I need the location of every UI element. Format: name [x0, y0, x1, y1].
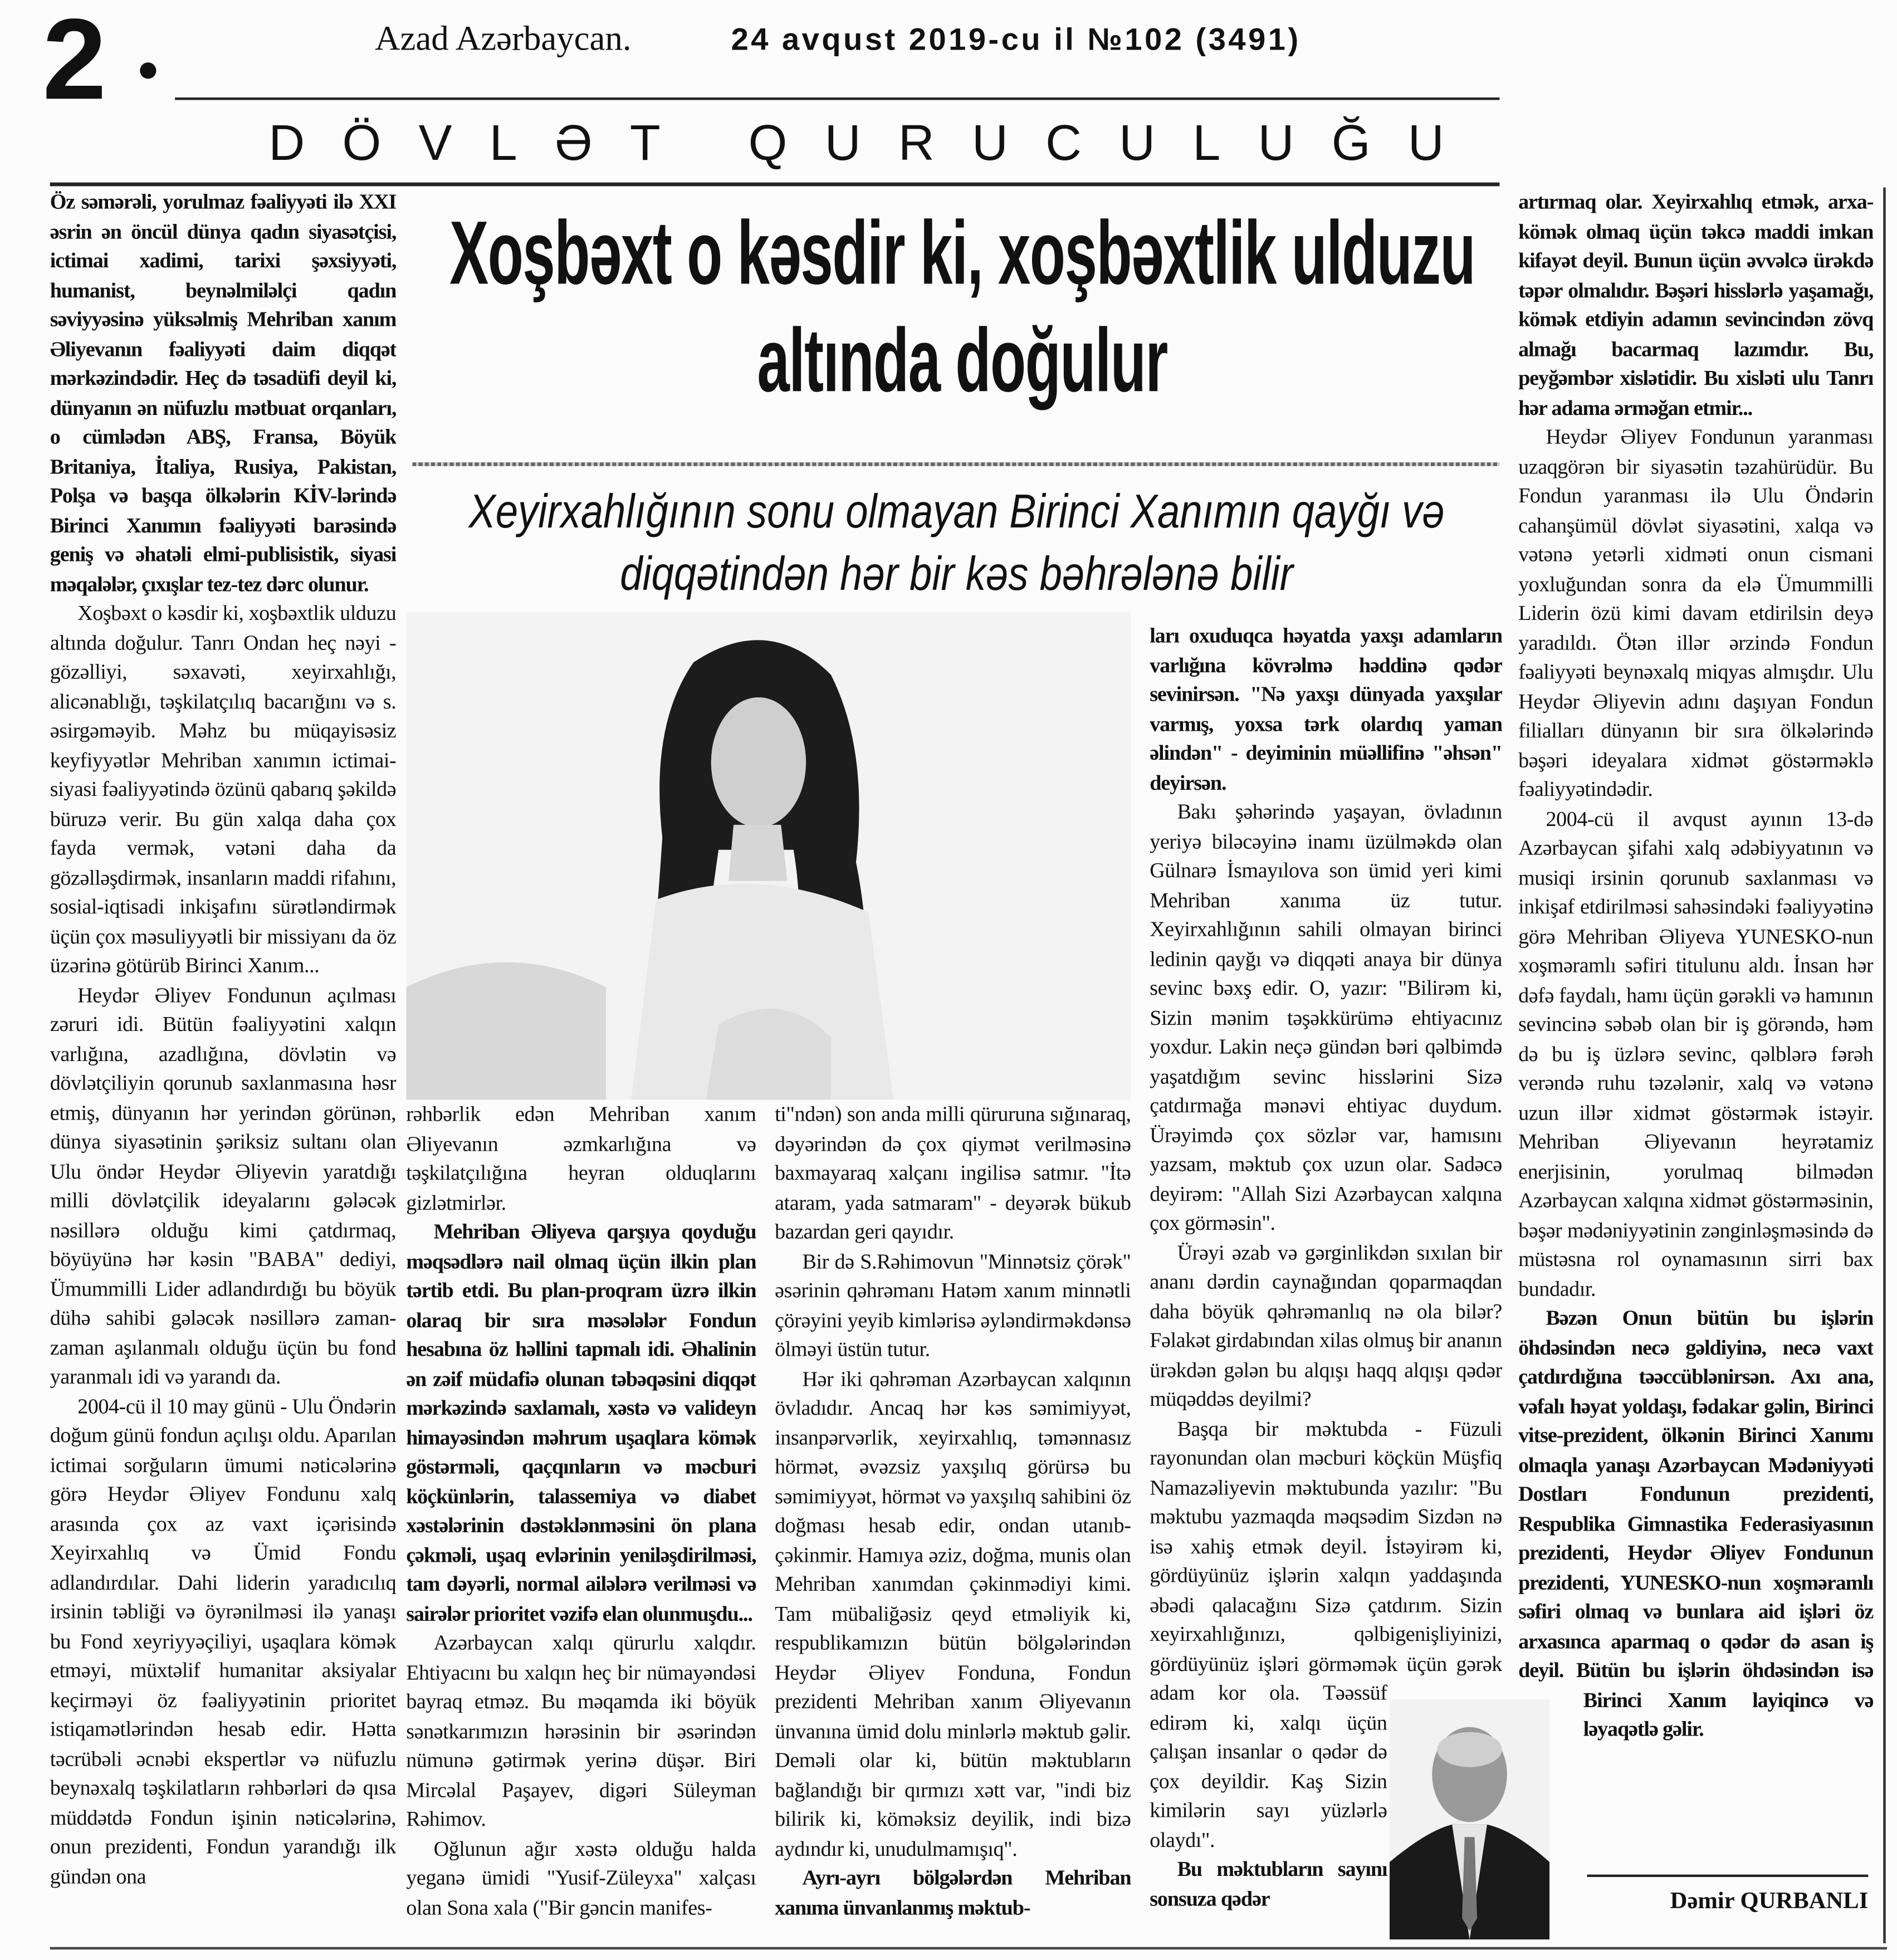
paragraph: Heydər Əliyev Fondunun yaranması uzaqgörən bir siyasətin təzahürüdür. Bu Fondun yaranması ilə Ulu Öndərin cahanşümül dövlət siyasətini, xalqa və vətənə yetərli xidməti onun cismani yoxluğundan sonra da elə Ümummilli Liderin özü kimi davam etdirilsin deyə yaradıldı. Ötən illər ərzində Fondun fəaliyyəti beynəxalq miqyas almışdır. Ulu Heydər Əliyevin adını daşıyan Fondun filialları dünyanın bir sıra ölkələrində bəşəri ideyalara xidmət göstərməklə fəaliyyətindədir.	[1518, 424, 1874, 801]
section-rubric: DÖVLƏT QURUCULUĞU	[268, 116, 1482, 172]
bottom-rule	[50, 1947, 1887, 1949]
paragraph: Oğlunun ağır xəstə olduğu halda yeganə ümidi "Yusif-Züleyxa" xalçası olan Sona xala ("Bir gəncin manifes-	[406, 1836, 756, 1919]
portrait-image	[406, 612, 1131, 1099]
portrait-photo-mehriban-aliyeva	[406, 612, 1131, 1099]
subheadline: Xeyirxahlığının sonu olmayan Birinci Xanımın qayğı və diqqətindən hər bir kəs bəhrələnə bilir	[468, 486, 1445, 602]
issue-date: 24 avqust 2019-cu il №102 (3491)	[731, 22, 1301, 58]
lead-paragraph: Öz səmərəli, yorulmaz fəaliyyəti ilə XXI əsrin ən öncül dünya qadın siyasətçisi, ictimai xadimi, tarixi şəxsiyyəti, humanist, beynəlmiləlçi qadın səviyyəsinə yüksəlmiş Mehriban xanım Əliyevanın fəaliyyəti daim diqqət mərkəzindədir. Heç də təsadüfi deyil ki, dünyanın ən nüfuzlu mətbuat orqanları, o cümlədən ABŞ, Fransa, Böyük Britaniya, İtaliya, Rusiya, Pakistan, Polşa və başqa ölkələrin KİV-lərində Birinci Xanımın fəaliyyəti barəsində geniş və əhatəli elmi-publisistik, siyasi məqalələr, çıxışlar tez-tez dərc olunur.	[50, 190, 397, 596]
paragraph: Heydər Əliyev Fondunun açılması zəruri idi. Bütün fəaliyyətini xalqın varlığına, azadlığına, dövlətin və dövlətçiliyin qorunub saxlanmasına həsr etmiş, dünyanın hər yerindən görünən, dünya siyasətinin şəriksiz sultanı olan Ulu öndər Heydər Əliyevin yaratdığı milli dövlətçilik ideyalarını gələcək nəsillərə olduğu kimi çatdırmaq, böyüyünə hər kəsin "BABA" dediyi, Ümummilli Lider adlandırdığı bu böyük dühə sahibi gələcək nəsillərə zaman-zaman aşılanmalı olduğu üçün bu fond yaranmalı idi və yarandı da.	[50, 983, 397, 1389]
newspaper-name: Azad Azərbaycan.	[375, 19, 632, 59]
paragraph: Bu məktubların sayını sonsuza qədər	[1150, 1857, 1387, 1910]
paragraph: Bəzən Onun bütün bu işlərin öhdəsindən necə gəldiyinə, necə vaxt çatdırdığına təəccüblənirsən. Axı ana, vəfalı həyat yoldaşı, fədakar gəlin, Birinci vitse-prezident, ölkənin Birinci Xanımı olmaqla yanaşı Azərbaycan Mədəniyyəti Dostları Fondunun prezidenti, Respublika Gimnastika Federasiyasının prezidenti, Heydər Əliyev Fondunun prezidenti, YUNESKO-nun xoşməramlı səfiri olmaq və bunlara aid işləri öz arxasınca aparmaq o qədər də asan iş deyil. Bütün bu işlərin öhdəsindən isə Birinci Xanım layiqincə və ləyaqətlə gəlir.	[1518, 1306, 1874, 1741]
paragraph: Azərbaycan xalqı qürurlu xalqdır. Ehtiyacını bu xalqın heç bir nümayəndəsi bayraq etməz. Bu məqamda iki böyük sənətkarımızın hərəsinin bir əsərindən nümunə gətirmək yerinə düşər. Biri Mircəlal Paşayev, digəri Süleyman Rəhimov.	[406, 1631, 756, 1831]
paragraph: Ürəyi əzab və gərginlikdən sıxılan bir ananı dərdin caynağından qoparmaqdan daha böyük qəhrəmanlıq nə ola bilər? Fəlakət girdabından xilas olmuş bir ananın ürəkdən gələn bu alqışı haqq alqışı qədər müqəddəs deyilmi?	[1150, 1240, 1502, 1411]
paragraph: rəhbərlik edən Mehriban xanım Əliyevanın əzmkarlığına və təşkilatçılığına heyran olduqlarını gizlətmirlər.	[406, 1102, 756, 1214]
paragraph: ları oxuduqca həyatda yaxşı adamların varlığına kövrəlmə həddinə qədər sevinirsən. "Nə yaxşı dünyada yaxşılar varmış, yoxsa tərk olardıq yaman əlindən" - deyiminin müəllifinə "əhsən" deyirsən.	[1150, 623, 1502, 794]
paragraph: Başqa bir məktubda - Füzuli rayonundan olan məcburi köçkün Müşfiq Namazəliyevin məktubunda yazılır: "Bu məktubu yazmaqda məqsədim Sizdən nə isə xahiş etmək deyil. İstəyirəm ki, gördüyünüz işlərin xalqın yaddaşında əbədi qalacağını Sizə çatdırım. Sizin xeyirxahlığınızı, qəlbigenişliyinizi, gördüyünüz işləri görməmək üçün gərək adam kor ola. Təəssüf edirəm ki, xalqı üçün çalışan insanlar o qədər də çox deyildir. Kaş Sizin kimilərin sayı yüzlərlə olaydı".	[1150, 1416, 1502, 1852]
paragraph: ti"ndən) son anda milli qüruruna sığınaraq, dəyərindən də çox qiymət verilməsinə baxmayaraq xalçanı ingilisə satmır. "İtə ataram, yada satmaram" - deyərək bükub bazardan geri qayıdır.	[775, 1102, 1131, 1244]
paragraph: Ayrı-ayrı bölgələrdən Mehriban xanıma ünvanlanmış məktub-	[775, 1865, 1131, 1919]
rubric-rule	[50, 183, 1500, 187]
author-portrait-image	[1390, 1699, 1549, 1939]
article-column-2	[406, 1099, 756, 1943]
author-byline: Dəmir QURBANLI	[1670, 1888, 1869, 1915]
paragraph: Xoşbəxt o kəsdir ki, xoşbəxtlik ulduzu altında doğulur. Tanrı Ondan heç nəyi - gözəlliyi, səxavəti, xeyirxahlığı, alicənablığı, təşkilatçılıq bacarığını və s. əsirgəməyib. Məhz bu müqayisəsiz keyfiyyətlər Mehriban xanımın ictimai-siyasi fəaliyyətində özünü qabarıq şəkildə büruzə verir. Bu gün xalqa daha çox fayda vermək, vətəni daha da gözəlləşdirmək, insanların maddi rifahını, sosial-iqtisadi inkişafını sürətləndirmək üçün çox məsuliyyətli bir missiyanı da öz üzərinə götürüb Birinci Xanım...	[50, 601, 397, 977]
signature-rule	[1587, 1875, 1868, 1877]
bullet-dot	[140, 62, 156, 79]
paragraph: Mehriban Əliyeva qarşıya qoyduğu məqsədlərə nail olmaq üçün ilkin plan tərtib etdi. Bu plan-proqram üzrə ilkin olaraq bir sıra məsələlər Fondun hesabına öz həllini tapmalı idi. Əhalinin ən zəif müdafiə olunan təbəqəsini diqqət mərkəzində saxlamalı, xəstə və valideyn himayəsindən məhrum uşaqlara kömək göstərməli, qaçqınların və məcburi köçkünlərin, talassemiya və diabet xəstələrinin dəstəklənməsini ön plana çəkməli, uşaq evlərinin yeniləşdirilməsi, tam dəyərli, normal ailələrə verilməsi və sairələr prioritet vəzifə elan olunmuşdu...	[406, 1219, 756, 1625]
column-rule	[1883, 188, 1885, 1943]
paragraph: artırmaq olar. Xeyirxahlıq etmək, arxa-kömək olmaq üçün təkcə maddi imkan kifayət deyil. Bunun üçün əvvəlcə ürəkdə təpər olmalıdır. Bəşəri hisslərlə yaşamağı, kömək etdiyin adamın sevincindən zövq almağı bacarmaq lazımdır. Bu, peyğəmbər xislətidir. Bu xisləti ulu Tanrı hər adama ərməğan etmir...	[1518, 190, 1874, 419]
article-column-3	[775, 1099, 1131, 1943]
paragraph: 2004-cü il avqust ayının 13-də Azərbaycan şifahi xalq ədəbiyyatının və musiqi irsinin qorunub saxlanması və inkişaf etdirilməsi sahəsindəki fəaliyyətinə görə Mehriban Əliyeva YUNESKO-nun xoşməramlı səfiri titulunu aldı. İnsan hər dəfə faydalı, hamı üçün gərəkli və hamının sevincinə səbəb olan bir iş görəndə, həm də bu iş üzlərə sevinc, qəlblərə fərəh verəndə ruhu təzələnir, xalq və vətənə uzun illər xidmət göstərmək istəyir. Mehriban Əliyevanın heyrətamiz enerjisinin, yorulmaq bilmədən Azərbaycan xalqına xidmət göstərməsinin, bəşər mədəniyyətinin zənginləşməsində də müstəsna rol oynamasının sirri bax bundadır.	[1518, 807, 1874, 1301]
page-number: 2	[42, 0, 102, 124]
paragraph: 2004-cü il 10 may günü - Ulu Öndərin doğum günü fondun açılışı oldu. Aparılan ictimai sorğuların ümumi nəticələrinə görə Heydər Əliyev Fondunu xalq arasında çox az vaxt içərisində Xeyirxahlıq və Ümid Fondu adlandırdılar. Dahi liderin yaradıcılıq irsinin təbliği və öyrənilməsi ilə yanaşı bu Fond xeyriyyəçiliyi, uşaqlara kömək etməyi, müxtəlif humanitar aksiyalar keçirməyi öz fəaliyyətinin prioritet istiqamətlərindən hesab edir. Hətta təcrübəli əcnəbi ekspertlər və nüfuzlu beynəxalq təşkilatların rəhbərləri də qısa müddətdə Fondun işinin nəticələrinə, onun prezidenti, Fondun yarandığı ilk gündən ona	[50, 1394, 397, 1888]
paragraph: Hər iki qəhrəman Azərbaycan xalqının övladıdır. Ancaq hər kəs səmimiyyət, insanpərvərlik, xeyirxahlıq, təmənnasız hörmət, əvəzsiz yaxşılıq görürsə bu səmimiyyət, hörmət və yaxşılıq sahibini öz doğması hesab edir, ondan utanıb-çəkinmir. Hamıya əziz, doğma, munis olan Mehriban xanımdan çəkinmədiyi kimi. Tam mübaliğəsiz qeyd etməliyik ki, respublikamızın bütün bölgələrindən Heydər Əliyev Fonduna, Fondun prezidenti Mehriban xanım Əliyevanın ünvanına ümid dolu minlərlə məktub gəlir. Deməli olar ki, bütün məktubların bağlandığı bir qırmızı xətt var, "indi biz bilirik ki, köməksiz deyilik, indi bizə aydındır ki, unudulmamışıq".	[775, 1366, 1131, 1860]
article-column-5	[1518, 188, 1873, 1863]
author-photo	[1390, 1699, 1549, 1939]
paragraph: Bakı şəhərində yaşayan, övladının yeriyə biləcəyinə inamı üzülməkdə olan Gülnarə İsmayılova son ümid yeri kimi Mehriban xanıma üz tutur. Xeyirxahlığının sahili olmayan birinci ledinin qayğı və diqqəti anaya bir dünya sevinc bəxş edir. O, yazır: "Bilirəm ki, Sizin mənim təşəkkürümə ehtiyacınız yoxdur. Lakin neçə gündən bəri qəlbimdə yaşatdığım sevinc hisslərini Sizə çatdırmağa mənəvi ehtiyac duydum. Ürəyimdə çox sözlər var, hamısını yazsam, məktub çox uzun olar. Sadəcə deyirəm: "Allah Sizi Azərbaycan xalqına çox görməsin".	[1150, 799, 1502, 1235]
headline-divider	[412, 462, 1499, 466]
article-column-1	[50, 188, 397, 1943]
paragraph: Bir də S.Rəhimovun "Minnətsiz çörək" əsərinin qəhrəmanı Hatəm xanım minnətli çörəyini yeyib kimlərisə əyləndirməkdənsə ölməyi üstün tutur.	[775, 1249, 1131, 1361]
header-rule	[175, 97, 1499, 100]
headline: Xoşbəxt o kəsdir ki, xoşbəxtlik ulduzu altında doğulur	[449, 203, 1475, 412]
